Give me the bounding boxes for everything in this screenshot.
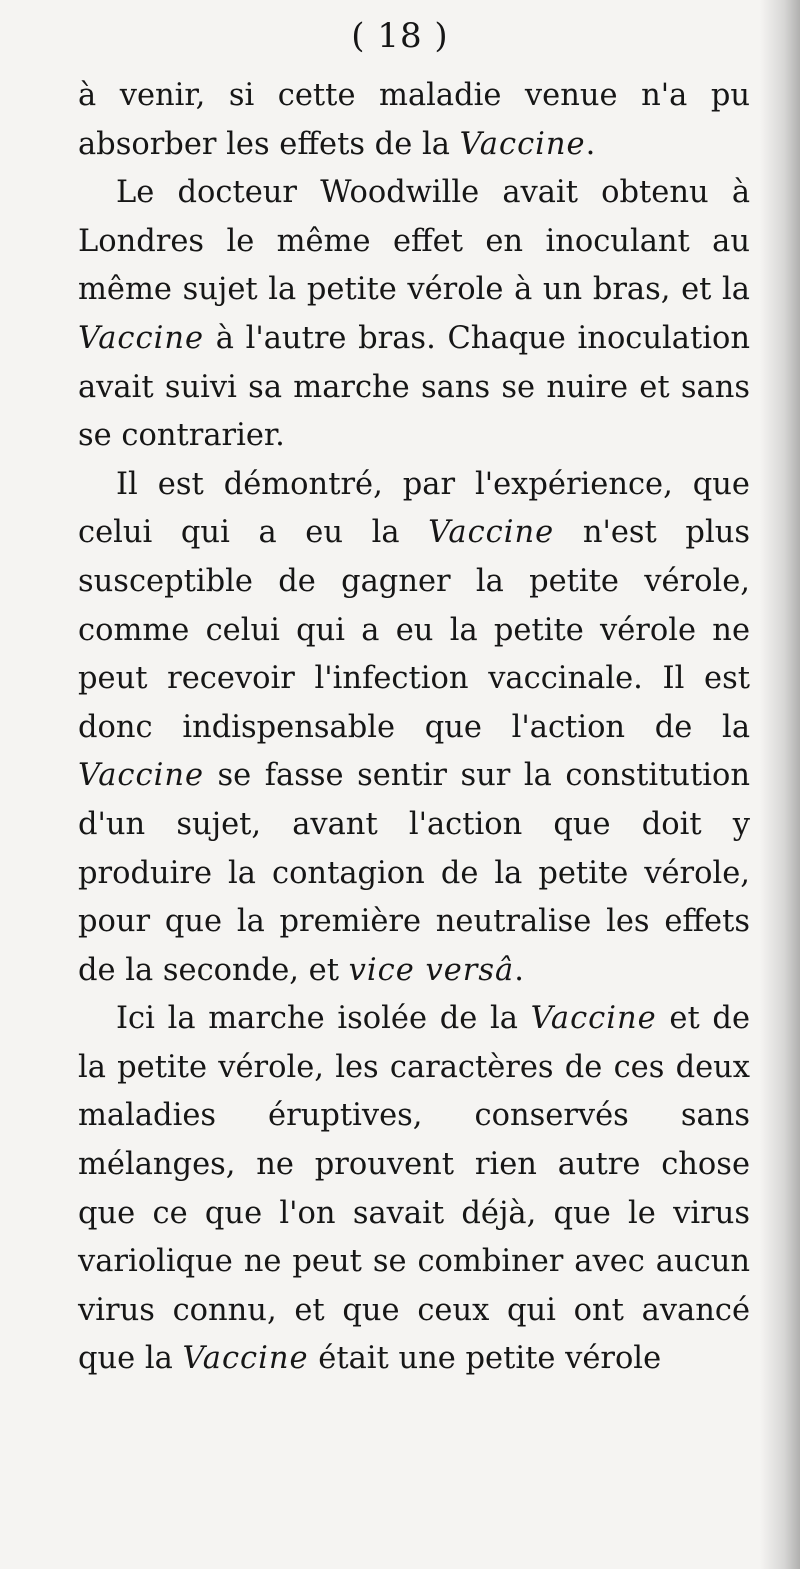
text-run: .	[585, 126, 596, 162]
page-edge-shadow	[760, 0, 800, 1569]
italic-term: Vaccine	[459, 126, 586, 162]
text-run: Ici la marche isolée de la	[116, 1001, 531, 1037]
body-text	[78, 72, 750, 1384]
text-run: était une petite vérole	[308, 1341, 662, 1377]
paragraph	[78, 995, 750, 1384]
text-run: Le docteur Woodwille avait obtenu à Londres le même effet en inoculant au même sujet la petite vérole à un bras, et la	[78, 175, 750, 308]
paragraph	[78, 169, 750, 461]
text-run: à venir, si cette maladie venue n'a pu absorber les effets de la	[78, 78, 750, 162]
italic-term: Vaccine	[428, 515, 555, 551]
text-run: à l'autre bras. Chaque inoculation avait suivi sa marche sans se nuire et sans se contrarier.	[78, 320, 750, 454]
paragraph	[78, 72, 750, 169]
italic-term: vice versâ	[348, 952, 515, 988]
italic-term: Vaccine	[182, 1341, 309, 1377]
page-number: ( 18 )	[351, 16, 449, 56]
paragraph	[78, 461, 750, 996]
text-run: se fasse sentir sur la constitution d'un sujet, avant l'action que doit y produire la contagion de la petite vérole, pour que la première neutralise les effets de la seconde, et	[78, 758, 750, 988]
text-run: et de la petite vérole, les caractères de ces deux maladies éruptives, conservés sans mélanges, ne prouvent rien autre chose que ce que l'on savait déjà, que le virus variolique ne peut se combiner avec aucun virus connu, et que ceux qui ont avancé que la	[78, 1001, 750, 1377]
italic-term: Vaccine	[78, 758, 205, 794]
italic-term: Vaccine	[530, 1001, 657, 1037]
text-run: n'est plus susceptible de gagner la petite vérole, comme celui qui a eu la petite vérole ne peut recevoir l'infection vaccinale. Il est donc indispensable que l'action de la	[78, 515, 750, 745]
text-run: Il est démontré, par l'expérience, que celui qui a eu la	[78, 466, 750, 551]
italic-term: Vaccine	[78, 320, 205, 356]
text-run: .	[514, 952, 524, 988]
